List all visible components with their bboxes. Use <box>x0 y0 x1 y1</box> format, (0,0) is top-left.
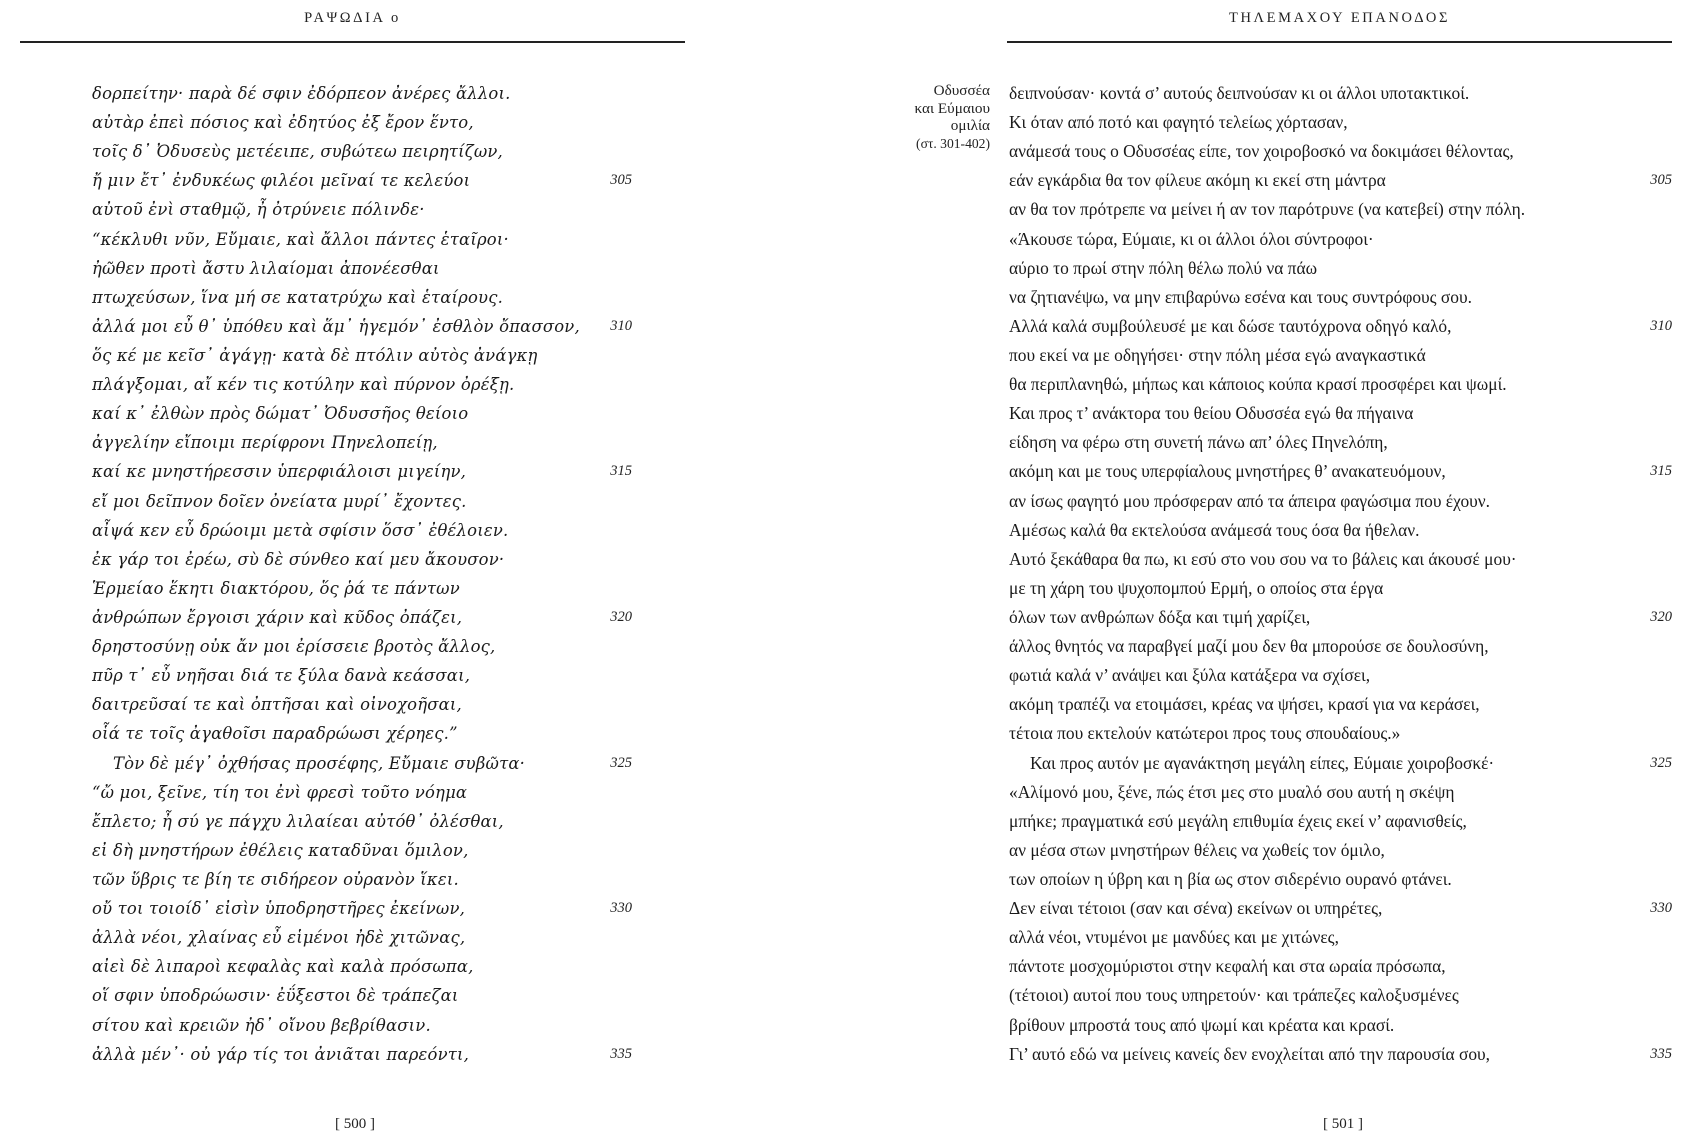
verse-text: δορπείτην· παρὰ δέ σφιν ἐδόρπεον ἀνέρες ἄλλοι. <box>92 84 511 103</box>
verse-text: αν μέσα στων μνηστήρων θέλεις να χωθείς τον όμιλο, <box>1009 839 1385 860</box>
verse-text: Και προς αυτόν με αγανάκτηση μεγάλη είπες, Εύμαιε χοιροβοσκέ· <box>1030 752 1495 773</box>
verse-line <box>1009 79 1672 108</box>
verse-text: πῦρ τ᾽ εὖ νηῆσαι διά τε ξύλα δανὰ κεάσσαι, <box>92 666 471 686</box>
verse-text: όλων των ανθρώπων δόξα και τιμή χαρίζει, <box>1009 606 1311 627</box>
verse-text: δρηστοσύνῃ οὐκ ἄν μοι ἐρίσσειε βροτὸς ἄλλος, <box>92 637 496 657</box>
verse-text: πτωχεύσων, ἵνα μή σε κατατρύχω καὶ ἑταίρους. <box>92 287 503 307</box>
verse-line <box>92 894 632 923</box>
verse-line <box>92 516 632 545</box>
verse-text: αὐτὰρ ἐπεὶ πόσιος καὶ ἐδητύος ἐξ ἔρον ἕντο, <box>92 113 474 133</box>
verse-text: άλλος θνητός να παραβγεί μαζί μου δεν θα μπορούσε σε δουλοσύνη, <box>1009 636 1489 657</box>
verse-text: αὐτοῦ ἐνὶ σταθμῷ, ἦ ὀτρύνειε πόλινδε· <box>92 200 425 220</box>
verse-text: καί κ᾽ ἐλθὼν πρὸς δώματ᾽ Ὀδυσσῆος θείοιο <box>92 404 469 424</box>
margin-note-line: Οδυσσέα <box>933 82 990 99</box>
page-number-left: [ 500 ] <box>335 1116 375 1132</box>
line-number: 310 <box>1650 317 1672 334</box>
verse-line <box>1009 952 1672 981</box>
verse-text: οὔ τοι τοιοίδ᾽ εἰσὶν ὑποδρηστῆρες ἐκείνων, <box>92 899 466 919</box>
verse-text: ὅς κέ με κεῖσ᾽ ἀγάγῃ· κατὰ δὲ πτόλιν αὐτὸς ἀνάγκῃ <box>92 345 538 365</box>
margin-note-line: ομιλία <box>950 117 990 134</box>
verse-line <box>1009 894 1672 923</box>
verse-line <box>1009 1011 1672 1040</box>
line-number: 325 <box>1650 754 1672 771</box>
header-rule-left <box>20 41 685 43</box>
verse-text: σίτου καὶ κρειῶν ἠδ᾽ οἴνου βεβρίθασιν. <box>92 1015 431 1035</box>
verse-text: “κέκλυθι νῦν, Εὔμαιε, καὶ ἄλλοι πάντες ἑταῖροι· <box>92 229 509 249</box>
verse-text: είδηση να φέρω στη συνετή πάνω απ’ όλες Πηνελόπη, <box>1009 432 1388 453</box>
verse-line <box>1009 254 1672 283</box>
verse-text: που εκεί να με οδηγήσει· στην πόλη μέσα εγώ αναγκαστικά <box>1009 344 1426 365</box>
verse-line <box>1009 690 1672 719</box>
verse-line <box>92 807 632 836</box>
verse-line <box>92 137 632 166</box>
verse-text: οἵ σφιν ὑποδρώωσιν· ἐΰξεστοι δὲ τράπεζαι <box>92 986 459 1006</box>
verse-text: καί κε μνηστήρεσσιν ὑπερφιάλοισι μιγείην, <box>92 462 467 482</box>
verse-text: Κι όταν από ποτό και φαγητό τελείως χόρτασαν, <box>1009 112 1348 133</box>
verse-text: «Άκουσε τώρα, Εύμαιε, κι οι άλλοι όλοι σύντροφοι· <box>1009 228 1374 249</box>
verse-line <box>1009 225 1672 254</box>
verse-line <box>92 603 632 632</box>
verse-text: αλλά νέοι, ντυμένοι με μανδύες και με χιτώνες, <box>1009 927 1339 948</box>
verse-text: αἰεὶ δὲ λιπαροὶ κεφαλὰς καὶ καλὰ πρόσωπα, <box>92 957 474 977</box>
verse-text: ἀλλὰ νέοι, χλαίνας εὖ εἱμένοι ἠδὲ χιτῶνας, <box>92 928 466 948</box>
verse-text: ἀλλά μοι εὖ θ᾽ ὑπόθευ καὶ ἅμ᾽ ἡγεμόν᾽ ἐσθλὸν ὄπασσον, <box>92 316 580 336</box>
verse-line <box>1009 865 1672 894</box>
verse-text: ακόμη και με τους υπερφίαλους μνηστήρες θ’ ανακατευόμουν, <box>1009 461 1446 482</box>
line-number: 315 <box>610 463 632 480</box>
verse-text: Αλλά καλά συμβούλευσέ με και δώσε ταυτόχρονα οδηγό καλό, <box>1009 315 1452 336</box>
verse-line <box>1009 1040 1672 1069</box>
verse-line <box>92 661 632 690</box>
line-number: 325 <box>610 754 632 771</box>
verse-line <box>92 108 632 137</box>
verse-line <box>92 457 632 486</box>
line-number: 315 <box>1650 463 1672 480</box>
verse-text: αύριο το πρωί στην πόλη θέλω πολύ να πάω <box>1009 257 1318 278</box>
verse-text: μπήκε; πραγματικά εσύ μεγάλη επιθυμία έχεις εκεί ν’ αφανισθείς, <box>1009 810 1467 831</box>
verse-line <box>92 865 632 894</box>
verse-line <box>92 574 632 603</box>
verse-line <box>1009 749 1672 778</box>
verse-text: φωτιά καλά ν’ ανάψει και ξύλα κατάξερα να σχίσει, <box>1009 665 1371 686</box>
verse-line <box>92 428 632 457</box>
verse-text: εἴ μοι δεῖπνον δοῖεν ὀνείατα μυρί᾽ ἔχοντες. <box>92 491 467 511</box>
verse-line <box>1009 836 1672 865</box>
verse-line <box>92 399 632 428</box>
verse-text: ἔπλετο; ἦ σύ γε πάγχυ λιλαίεαι αὐτόθ᾽ ὀλέσθαι, <box>92 811 504 831</box>
verse-text: Ἑρμείαο ἕκητι διακτόρου, ὅς ῥά τε πάντων <box>92 578 460 598</box>
verse-text: εάν εγκάρδια θα τον φίλευε ακόμη κι εκεί στη μάντρα <box>1009 170 1386 191</box>
running-head-left: ΡΑΨΩΔΙΑ ο <box>304 10 401 26</box>
verse-text: ακόμη τραπέζι να ετοιμάσει, κρέας να ψήσει, κρασί για να κεράσει, <box>1009 694 1480 715</box>
verse-text: να ζητιανέψω, να μην επιβαρύνω εσένα και τους συντρόφους σου. <box>1009 286 1472 307</box>
verse-line <box>1009 603 1672 632</box>
line-number: 330 <box>1650 900 1672 917</box>
verse-text: ἀνθρώπων ἔργοισι χάριν καὶ κῦδος ὀπάζει, <box>92 607 463 627</box>
verse-line <box>92 341 632 370</box>
modern-greek-translation-lines <box>1009 79 1672 1069</box>
line-number: 320 <box>610 608 632 625</box>
verse-line <box>1009 341 1672 370</box>
verse-line <box>1009 457 1672 486</box>
verse-line <box>92 923 632 952</box>
verse-line <box>1009 166 1672 195</box>
verse-line <box>92 195 632 224</box>
verse-text: αν ίσως φαγητό μου πρόσφεραν από τα άπειρα φαγώσιμα που έχουν. <box>1009 490 1490 511</box>
verse-line <box>1009 661 1672 690</box>
margin-note-reference: (στ. 301-402) <box>916 135 990 151</box>
verse-line <box>92 749 632 778</box>
verse-text: τέτοια που εκτελούν κατώτεροι προς τους σπουδαίους.» <box>1009 723 1401 744</box>
verse-text: Τὸν δὲ μέγ᾽ ὀχθήσας προσέφης, Εὔμαιε συβῶτα· <box>113 753 526 773</box>
line-number: 330 <box>610 900 632 917</box>
verse-line <box>1009 574 1672 603</box>
verse-text: πάντοτε μοσχομύριστοι στην κεφαλή και στα ωραία πρόσωπα, <box>1009 956 1446 977</box>
verse-line <box>92 778 632 807</box>
verse-text: Και προς τ’ ανάκτορα του θείου Οδυσσέα εγώ θα πήγαινα <box>1009 403 1414 424</box>
verse-text: Αυτό ξεκάθαρα θα πω, κι εσύ στο νου σου να το βάλεις και άκουσέ μου· <box>1009 548 1517 569</box>
line-number: 320 <box>1650 608 1672 625</box>
running-head-right: ΤΗΛΕΜΑΧΟΥ ΕΠΑΝΟΔΟΣ <box>1229 10 1450 26</box>
verse-text: δαιτρεῦσαί τε καὶ ὀπτῆσαι καὶ οἰνοχοῆσαι, <box>92 695 462 715</box>
verse-text: τοῖς δ᾽ Ὀδυσεὺς μετέειπε, συβώτεω πειρητίζων, <box>92 142 503 162</box>
verse-line <box>92 166 632 195</box>
verse-line <box>92 836 632 865</box>
verse-line <box>1009 370 1672 399</box>
verse-text: των οποίων η ύβρη και η βία ως στον σιδερένιο ουρανό φτάνει. <box>1009 868 1452 889</box>
line-number: 305 <box>1650 172 1672 189</box>
line-number: 335 <box>1650 1045 1672 1062</box>
verse-line <box>92 719 632 748</box>
verse-line <box>92 283 632 312</box>
verse-text: πλάγξομαι, αἴ κέν τις κοτύλην καὶ πύρνον ὀρέξῃ. <box>92 375 515 395</box>
verse-text: «Αλίμονό μου, ξένε, πώς έτσι μες στο μυαλό σου αυτή η σκέψη <box>1009 781 1455 802</box>
verse-text: ἠῶθεν προτὶ ἄστυ λιλαίομαι ἀπονέεσθαι <box>92 258 440 278</box>
verse-text: τῶν ὕβρις τε βίη τε σιδήρεον οὐρανὸν ἵκει. <box>92 869 459 889</box>
header-rule-right <box>1007 41 1672 43</box>
right-page <box>843 0 1686 1146</box>
margin-note <box>840 82 990 152</box>
verse-line <box>92 254 632 283</box>
verse-text: αἶψά κεν εὖ δρώοιμι μετὰ σφίσιν ὅσσ᾽ ἐθέλοιεν. <box>92 520 509 540</box>
verse-line <box>1009 428 1672 457</box>
verse-line <box>1009 778 1672 807</box>
verse-line <box>1009 516 1672 545</box>
verse-line <box>1009 108 1672 137</box>
verse-line <box>92 632 632 661</box>
verse-text: Δεν είναι τέτοιοι (σαν και σένα) εκείνων οι υπηρέτες, <box>1009 898 1383 919</box>
greek-text-lines <box>92 79 632 1069</box>
verse-line <box>92 1040 632 1069</box>
verse-text: ἐκ γάρ τοι ἐρέω, σὺ δὲ σύνθεο καί μευ ἄκουσον· <box>92 549 505 569</box>
verse-line <box>92 952 632 981</box>
verse-line <box>92 225 632 254</box>
verse-line <box>92 690 632 719</box>
verse-text: ἤ μιν ἔτ᾽ ἐνδυκέως φιλέοι μεῖναί τε κελεύοι <box>92 171 471 191</box>
verse-text: Αμέσως καλά θα εκτελούσα ανάμεσά τους όσα θα ήθελαν. <box>1009 519 1420 540</box>
verse-text: (τέτοιοι) αυτοί που τους υπηρετούν· και τράπεζες καλοξυσμένες <box>1009 985 1459 1006</box>
verse-line <box>92 545 632 574</box>
line-number: 310 <box>610 317 632 334</box>
verse-text: βρίθουν μπροστά τους από ψωμί και κρέατα και κρασί. <box>1009 1014 1395 1035</box>
verse-text: “ὤ μοι, ξεῖνε, τίη τοι ἐνὶ φρεσὶ τοῦτο νόημα <box>92 782 468 802</box>
verse-line <box>1009 719 1672 748</box>
verse-text: ἀλλὰ μέν᾽· οὐ γάρ τίς τοι ἀνιᾶται παρεόντι, <box>92 1044 470 1064</box>
page-number-right: [ 501 ] <box>1323 1116 1363 1132</box>
verse-line <box>1009 283 1672 312</box>
verse-text: αν θα τον πρότρεπε να μείνει ή αν τον παρότρυνε (να κατεβεί) στην πόλη. <box>1009 199 1526 220</box>
verse-line <box>1009 137 1672 166</box>
verse-line <box>1009 632 1672 661</box>
verse-text: ανάμεσά τους ο Οδυσσέας είπε, τον χοιροβοσκό να δοκιμάσει θέλοντας, <box>1009 141 1514 162</box>
verse-text: οἷά τε τοῖς ἀγαθοῖσι παραδρώωσι χέρηες.” <box>92 724 458 744</box>
verse-text: θα περιπλανηθώ, μήπως και κάποιος κούπα κρασί προσφέρει και ψωμί. <box>1009 374 1507 395</box>
verse-line <box>1009 487 1672 516</box>
verse-line <box>92 370 632 399</box>
verse-text: εἰ δὴ μνηστήρων ἐθέλεις καταδῦναι ὅμιλον, <box>92 840 469 860</box>
verse-line <box>92 981 632 1010</box>
verse-line <box>1009 545 1672 574</box>
line-number: 335 <box>610 1045 632 1062</box>
verse-line <box>1009 399 1672 428</box>
verse-line <box>1009 312 1672 341</box>
verse-line <box>92 487 632 516</box>
verse-text: ἀγγελίην εἴποιμι περίφρονι Πηνελοπείῃ, <box>92 433 438 453</box>
line-number: 305 <box>610 172 632 189</box>
verse-line <box>1009 981 1672 1010</box>
verse-text: με τη χάρη του ψυχοπομπού Ερμή, ο οποίος στα έργα <box>1009 577 1384 598</box>
verse-text: Γι’ αυτό εδώ να μείνεις κανείς δεν ενοχλείται από την παρουσία σου, <box>1009 1043 1490 1064</box>
margin-note-line: και Εύμαιου <box>914 99 990 117</box>
verse-line <box>92 1011 632 1040</box>
verse-line <box>92 312 632 341</box>
verse-line <box>1009 807 1672 836</box>
verse-line <box>92 79 632 108</box>
verse-line <box>1009 923 1672 952</box>
verse-text: δειπνούσαν· κοντά σ’ αυτούς δειπνούσαν κι οι άλλοι υποτακτικοί. <box>1009 83 1470 103</box>
verse-line <box>1009 195 1672 224</box>
